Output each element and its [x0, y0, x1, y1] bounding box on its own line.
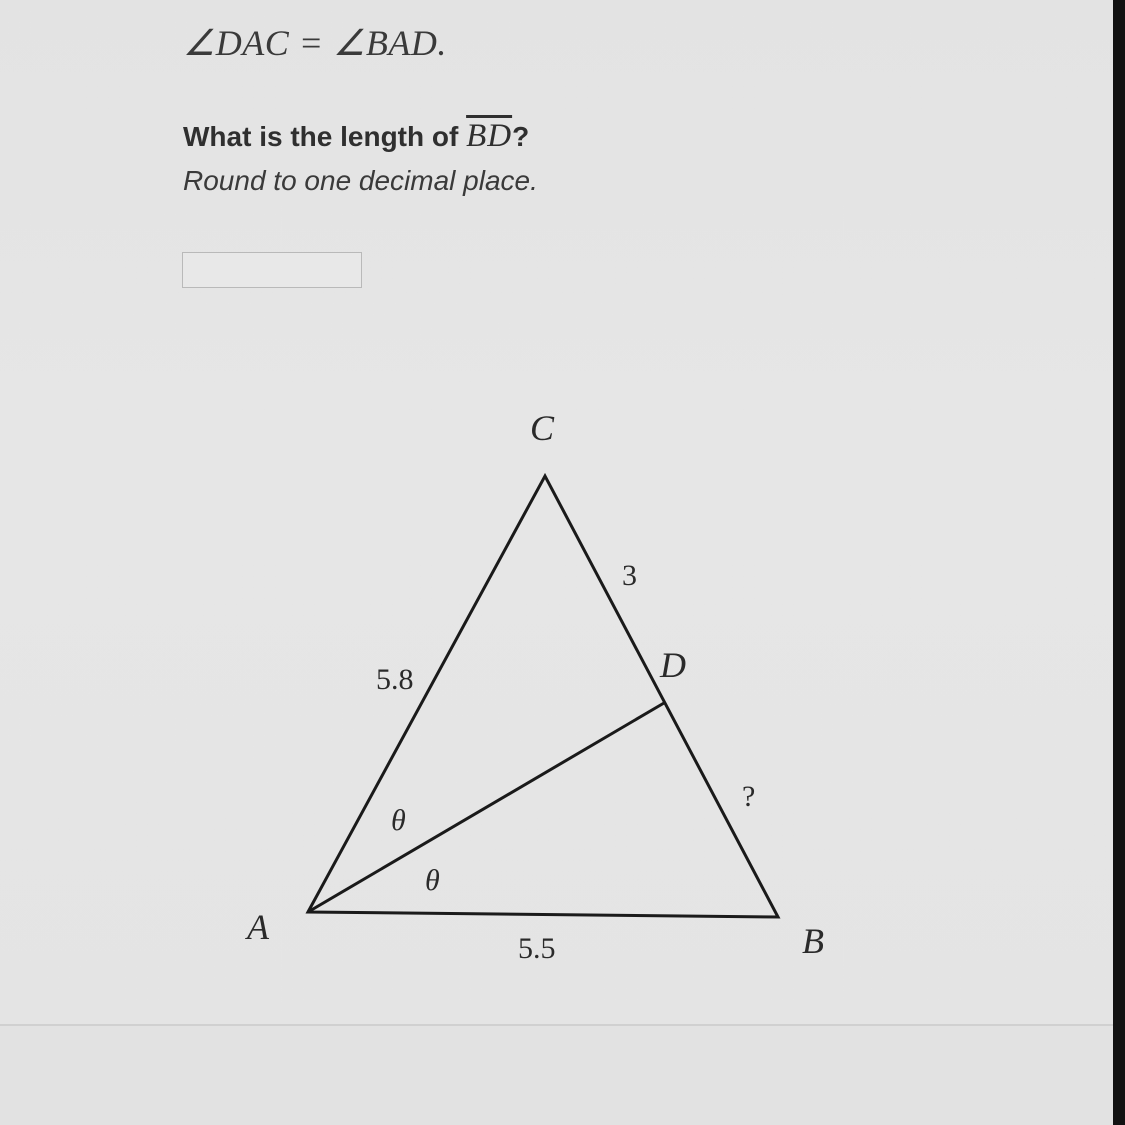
question-suffix: ? — [512, 121, 530, 152]
rounding-hint: Round to one decimal place. — [183, 165, 538, 196]
problem-premise: ∠DAC = ∠BAD. — [183, 23, 447, 63]
side-ac-length: 5.8 — [376, 663, 414, 696]
angle-bad-theta: θ — [425, 864, 440, 897]
side-ab-length: 5.5 — [518, 932, 556, 965]
question-prefix: What is the length of — [183, 121, 467, 152]
angle-dac-theta: θ — [391, 804, 406, 837]
screen-edge — [1113, 0, 1125, 1125]
side-db-unknown: ? — [742, 780, 756, 813]
vertex-c-label: C — [530, 408, 555, 448]
page-footer-band — [0, 1024, 1113, 1125]
side-cd-length: 3 — [622, 559, 637, 592]
segment-ad — [308, 703, 664, 912]
vertex-d-label: D — [660, 645, 686, 685]
segment-bd-label: $\overline{BD}$ — [466, 118, 513, 154]
vertex-a-label: A — [247, 907, 269, 947]
triangle-abc — [308, 476, 778, 917]
vertex-b-label: B — [802, 921, 824, 961]
